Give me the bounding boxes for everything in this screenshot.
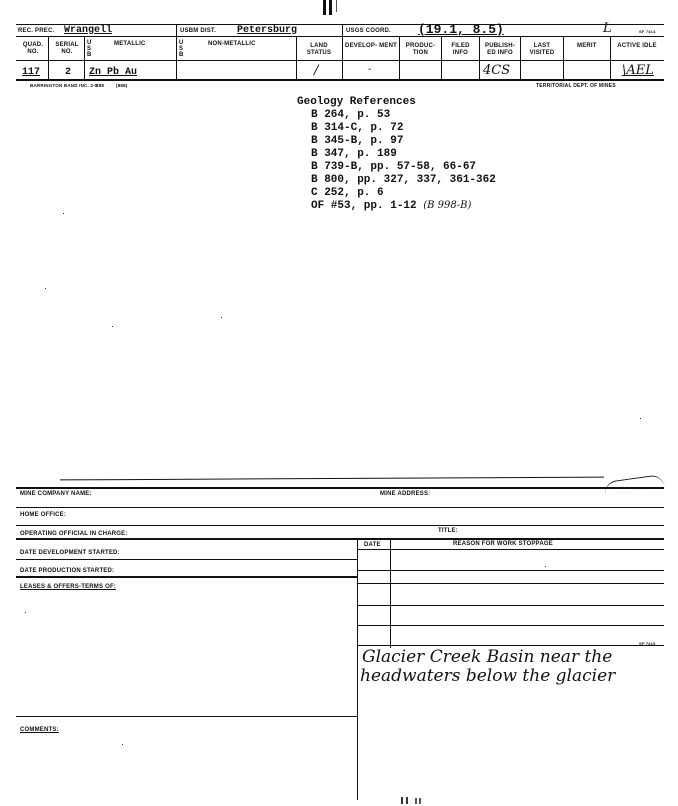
department-name: TERRITORIAL DEPT. OF MINES — [536, 83, 616, 89]
registration-mark — [401, 797, 403, 804]
rec-prec-value: Wrangell — [64, 25, 113, 36]
registration-mark — [329, 0, 332, 15]
printer-imprint: BARRINGTON BAND INC. 2-0 — [30, 83, 98, 88]
quad-no-value: 117 — [22, 67, 41, 78]
metallic-value: Zn Pb Au — [89, 67, 138, 78]
reference-item: B 345-B, p. 97 — [311, 135, 404, 147]
reason-column-label: REASON FOR WORK STOPPAGE — [453, 541, 553, 547]
quad-no-header: QUAD. NO. — [22, 42, 44, 55]
registration-mark — [323, 0, 326, 15]
date-column-label: DATE — [364, 542, 381, 548]
rec-prec-label: REC. PREC. — [18, 28, 55, 34]
corner-flourish — [603, 474, 664, 495]
registration-mark — [415, 798, 417, 804]
last-visited-header: LAST VISITED — [529, 43, 555, 56]
printer-code-2: (888) — [116, 83, 128, 88]
leases-label: LEASES & OFFERS-TERMS OF: — [20, 584, 117, 590]
metallic-header: METALLIC — [114, 41, 146, 47]
usbm-dist-value: Petersburg — [237, 25, 298, 36]
usbm-dist-label: USBM DIST. — [180, 28, 217, 34]
reference-item: B 739-B, pp. 57-58, 66-67 — [311, 161, 477, 173]
registration-mark — [406, 797, 408, 804]
form-number-top: SF 7414 — [639, 29, 656, 34]
usb-right-header: U S B — [179, 40, 184, 58]
usgs-coord-label: USGS COORD. — [346, 28, 391, 34]
development-value: - — [368, 64, 372, 75]
reference-item: C 252, p. 6 — [311, 187, 384, 199]
references-title: Geology References — [297, 96, 416, 108]
comments-label: COMMENTS: — [20, 727, 59, 733]
development-header: DEVELOP- MENT — [345, 43, 397, 49]
merit-header: MERIT — [577, 43, 597, 49]
active-idle-value: \AEL — [622, 63, 654, 78]
reference-item: B 347, p. 189 — [311, 148, 397, 160]
date-production-started-label: DATE PRODUCTION STARTED: — [20, 568, 115, 574]
registration-mark — [419, 798, 421, 804]
references-list — [311, 109, 496, 213]
active-idle-header: ACTIVE IDLE — [617, 43, 657, 49]
reference-item: B 264, p. 53 — [311, 109, 391, 121]
operating-official-label: OPERATING OFFICIAL IN CHARGE: — [20, 531, 128, 537]
handwritten-note: (B 998-B) — [423, 200, 472, 211]
serial-no-header: SERIAL NO. — [55, 42, 79, 55]
filed-info-header: FILED INFO — [451, 43, 470, 56]
corner-mark: L — [603, 21, 612, 36]
home-office-label: HOME OFFICE: — [20, 512, 67, 518]
mine-address-label: MINE ADDRESS: — [380, 491, 431, 497]
land-status-header: LAND STATUS — [306, 43, 332, 56]
title-label: TITLE: — [438, 528, 458, 534]
land-status-value: / — [314, 63, 319, 78]
reference-item — [311, 200, 496, 213]
reference-item: B 314-C, p. 72 — [311, 122, 404, 134]
published-info-header: PUBLISH- ED INFO — [485, 43, 515, 56]
mine-company-name-label: MINE COMPANY NAME: — [20, 491, 92, 497]
date-development-started-label: DATE DEVELOPMENT STARTED: — [20, 550, 120, 556]
usgs-coord-value: (19.1, 8.5) — [418, 22, 504, 37]
serial-no-value: 2 — [65, 67, 72, 78]
reference-item: B 800, pp. 327, 337, 361-362 — [311, 174, 496, 186]
handwritten-location-line-1: Glacier Creek Basin near the — [362, 647, 613, 667]
production-header: PRODUC- TION — [405, 43, 436, 56]
reference-item-text: OF #53, pp. 1-12 — [311, 200, 417, 212]
handwritten-location-line-2: headwaters below the glacier — [360, 666, 616, 686]
non-metallic-header: NON-METALLIC — [208, 41, 256, 47]
printer-code: 888 — [96, 83, 105, 88]
registration-mark — [336, 0, 337, 12]
form-number-bottom: SF 7415 — [639, 641, 656, 646]
usb-left-header: U S B — [87, 40, 92, 58]
published-info-value: 4CS — [483, 63, 511, 78]
